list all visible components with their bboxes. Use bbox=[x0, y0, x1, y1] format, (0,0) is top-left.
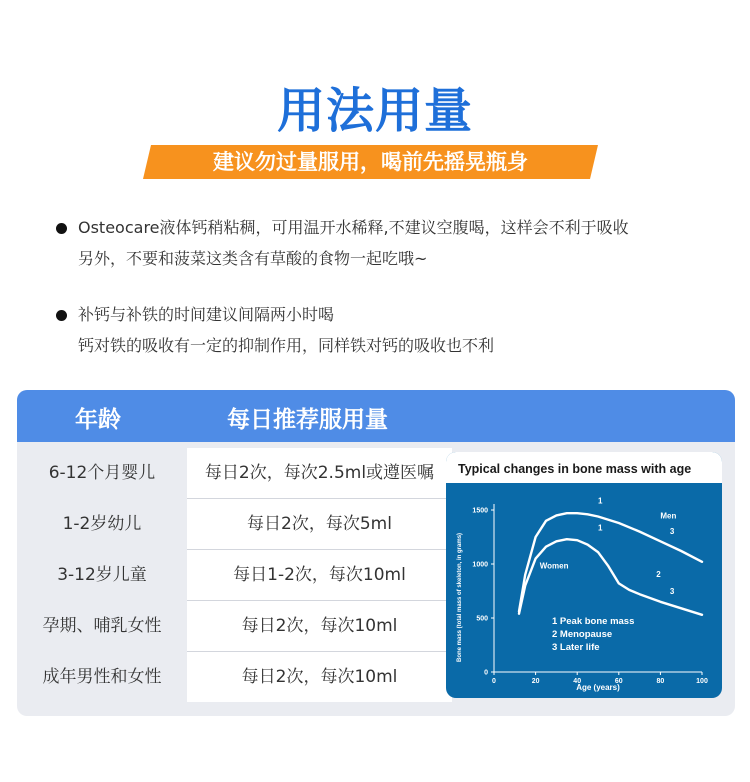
dose-cell: 每日2次，每次10ml bbox=[187, 652, 452, 702]
age-cell: 成年男性和女性 bbox=[42, 667, 162, 687]
x-tick-label: 60 bbox=[614, 678, 623, 685]
age-cell: 6-12个月婴儿 bbox=[48, 463, 156, 483]
banner-text: 建议勿过量服用，喝前先摇晃瓶身 bbox=[213, 150, 528, 174]
age-cell: 3-12岁儿童 bbox=[57, 565, 147, 585]
series-name-label: Women bbox=[539, 561, 569, 571]
dose-cell: 每日1-2次，每次10ml bbox=[187, 550, 452, 600]
chart-title: Typical changes in bone mass with age bbox=[458, 462, 692, 476]
header-age: 年龄 bbox=[75, 407, 121, 433]
row-divider bbox=[187, 651, 452, 652]
row-divider bbox=[187, 549, 452, 550]
table-row bbox=[17, 652, 452, 702]
legend-entry: 3 Later life bbox=[552, 642, 600, 653]
table-row bbox=[17, 499, 452, 549]
dose-cell: 每日2次，每次10ml bbox=[187, 601, 452, 651]
dose-cell: 每日2次，每次2.5ml或遵医嘱 bbox=[187, 448, 452, 498]
table-row bbox=[17, 550, 452, 600]
y-tick-label: 500 bbox=[476, 615, 488, 623]
y-tick-label: 1500 bbox=[472, 507, 488, 515]
note-line: 另外，不要和菠菜这类含有草酸的食物一起吃哦~ bbox=[78, 249, 428, 268]
note-line: 补钙与补铁的时间建议间隔两小时喝 bbox=[78, 305, 335, 324]
point-label: 2 bbox=[656, 569, 661, 579]
bone-mass-chart bbox=[446, 452, 722, 698]
age-cell: 孕期、哺乳女性 bbox=[42, 616, 162, 636]
x-tick-label: 40 bbox=[573, 678, 582, 685]
series-line-women bbox=[519, 539, 702, 615]
x-tick-label: 20 bbox=[531, 678, 540, 685]
series-name-label: Men bbox=[660, 511, 677, 521]
x-tick-label: 100 bbox=[696, 678, 708, 685]
x-axis-label: Age (years) bbox=[576, 683, 620, 692]
legend-entry: 1 Peak bone mass bbox=[552, 616, 635, 627]
row-divider bbox=[187, 498, 452, 499]
table-row bbox=[17, 448, 452, 498]
y-tick-label: 0 bbox=[484, 669, 488, 677]
bullet-dot-icon bbox=[56, 310, 67, 321]
table-row bbox=[17, 601, 452, 651]
row-divider bbox=[187, 600, 452, 601]
header-dose: 每日推荐服用量 bbox=[227, 407, 388, 433]
note-line: Osteocare液体钙稍粘稠，可用温开水稀释,不建议空腹喝，这样会不利于吸收 bbox=[78, 218, 629, 237]
point-label: 3 bbox=[669, 587, 675, 597]
x-tick-label: 0 bbox=[492, 678, 496, 685]
note-line: 钙对铁的吸收有一定的抑制作用，同样铁对钙的吸收也不利 bbox=[78, 336, 495, 355]
y-tick-label: 1000 bbox=[472, 561, 488, 569]
point-label: 3 bbox=[669, 526, 675, 536]
x-tick-label: 80 bbox=[656, 678, 665, 685]
dose-cell: 每日2次，每次5ml bbox=[187, 499, 452, 549]
advice-banner bbox=[143, 145, 598, 179]
point-label: 1 bbox=[598, 496, 603, 506]
page-title: 用法用量 bbox=[276, 83, 473, 139]
bullet-dot-icon bbox=[56, 223, 67, 234]
legend-entry: 2 Menopause bbox=[552, 629, 613, 640]
y-axis-label: Bone mass (total mass of skeleton, in grams) bbox=[457, 532, 463, 662]
chart-canvas bbox=[446, 452, 722, 698]
point-label: 1 bbox=[598, 523, 603, 533]
age-cell: 1-2岁幼儿 bbox=[62, 514, 142, 534]
table-header bbox=[17, 390, 735, 442]
